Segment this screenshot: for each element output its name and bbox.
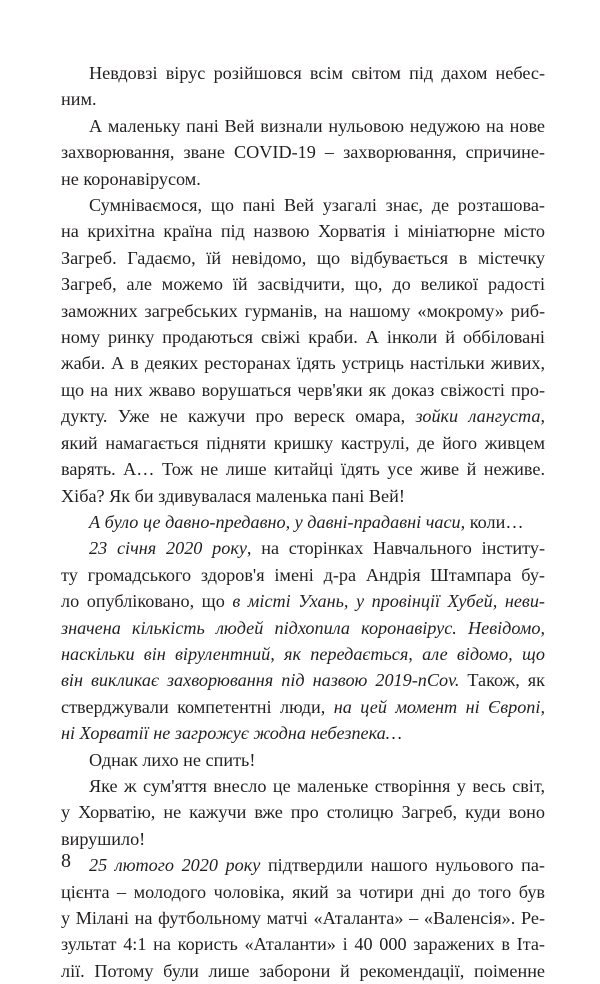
text-run: не коронавірусом. <box>61 168 201 189</box>
text-run: заможних загребських гурманів, на нашому «мокрому» риб- <box>61 300 545 321</box>
text-run: , на сторінках Навчального інститу- <box>246 538 546 559</box>
page-body <box>61 60 545 984</box>
text-run: що на них жваво ворушаться черв'яки як доказ свіжості про- <box>61 379 545 400</box>
italic-run: 23 січня 2020 року <box>89 538 247 559</box>
text-run: Загреб, але можемо їй засвідчити, що, до великої радості <box>61 274 545 295</box>
text-run: підтвердили нашого нульового па- <box>260 855 545 876</box>
text-line-21 <box>61 588 545 614</box>
text-line-26 <box>61 720 545 746</box>
text-run: на крихітна країна під назвою Хорватія і мініатюрне місто <box>61 221 545 242</box>
paragraph-february-2020 <box>61 852 545 984</box>
paragraph-trouble-never-sleeps <box>61 747 545 773</box>
text-run: ту громадського здоров'я імені д-ра Андрія Штампара бу- <box>61 564 545 585</box>
paragraph-virus-spread <box>61 60 545 113</box>
text-line-4 <box>61 139 545 165</box>
text-line-19 <box>61 535 545 561</box>
text-line-20 <box>61 562 545 588</box>
text-line-22 <box>61 615 545 641</box>
text-line-10 <box>61 298 545 324</box>
italic-run: в місті Ухань, у провінції Хубей, неви- <box>232 591 545 612</box>
text-line-14 <box>61 403 545 429</box>
text-line-13 <box>61 377 545 403</box>
text-run: який намагається підняти кришку каструлі, де його живцем <box>61 432 545 453</box>
text-line-18 <box>61 509 545 535</box>
text-line-24 <box>61 667 545 693</box>
italic-run: 25 лютого 2020 року <box>89 855 261 876</box>
text-run: ному ринку продаються свіжі краби. А інколи й оббіловані <box>61 327 545 348</box>
text-line-15 <box>61 430 545 456</box>
text-line-29 <box>61 799 545 825</box>
italic-run: наскільки він вірулентний, як передається, але відомо, що <box>61 643 545 664</box>
text-run: цієнта – молодого чоловіка, який за чотири дні до того був <box>61 881 545 902</box>
text-run: ним. <box>61 89 97 110</box>
text-run: Також, як <box>467 670 545 691</box>
text-line-2 <box>61 86 545 112</box>
paragraph-croatia <box>61 192 545 509</box>
text-run: ло опубліковано, що <box>61 591 233 612</box>
text-line-1 <box>61 60 545 86</box>
paragraph-patient-zero <box>61 113 545 192</box>
text-line-7 <box>61 218 545 244</box>
paragraph-january-2020 <box>61 535 545 746</box>
italic-run: А було це давно-предавно, у давні-прадавні часи <box>89 511 461 532</box>
text-line-12 <box>61 350 545 376</box>
italic-run: ні Хорватії не загрожує жодна небезпека… <box>61 723 402 744</box>
text-run: жаби. А в деяких ресторанах їдять устриць настільки живих, <box>61 353 545 374</box>
text-run: , коли… <box>460 511 524 532</box>
text-line-35 <box>61 958 545 984</box>
text-line-31 <box>61 852 545 878</box>
italic-run: значена кількість людей підхопила коронавірус. Невідомо, <box>61 617 545 638</box>
text-line-27 <box>61 747 545 773</box>
italic-run: зойки лангуста <box>415 406 541 427</box>
text-line-17 <box>61 483 545 509</box>
text-line-25 <box>61 694 545 720</box>
text-run: дукту. Уже не кажучи про вереск омара, <box>61 406 416 427</box>
text-run: у Хорватію, не кажучи вже про столицю Загреб, куди воно <box>61 802 545 823</box>
text-line-34 <box>61 931 545 957</box>
text-line-23 <box>61 641 545 667</box>
text-line-6 <box>61 192 545 218</box>
page-number: 8 <box>61 850 71 872</box>
text-run: Хіба? Як би здивувалася маленька пані Вей! <box>61 485 405 506</box>
text-run: лії. Потому були лише заборони й рекомендації, поіменне <box>61 960 545 981</box>
text-line-3 <box>61 113 545 139</box>
text-run: Невдовзі вірус розійшовся всім світом під дахом небес- <box>89 63 545 83</box>
text-run: А маленьку пані Вей визнали нульовою недужою на нове <box>89 115 545 136</box>
text-run: захворювання, зване COVID-19 – захворювання, спричине- <box>61 142 545 163</box>
text-line-30 <box>61 826 545 852</box>
text-line-11 <box>61 324 545 350</box>
text-line-16 <box>61 456 545 482</box>
text-line-28 <box>61 773 545 799</box>
text-run: Загреб. Гадаємо, їй невідомо, що відбувається в містечку <box>61 247 545 268</box>
italic-run: він викликає захворювання під назвою 2019-nCov. <box>61 670 468 691</box>
text-line-5 <box>61 166 545 192</box>
text-run: зультат 4:1 на користь «Аталанти» і 40 000 заражених в Іта- <box>61 934 545 955</box>
italic-run: на цей момент ні Європі, <box>333 696 545 717</box>
text-run: вирушило! <box>61 828 146 849</box>
text-run: Яке ж сум'яття внесло це маленьке створіння у весь світ, <box>89 775 545 796</box>
paragraph-confusion <box>61 773 545 852</box>
text-line-9 <box>61 271 545 297</box>
text-run: Однак лихо не спить! <box>89 749 256 770</box>
text-run: стверджували компетентні люди, <box>61 696 334 717</box>
paragraph-once-upon-a-time <box>61 509 545 535</box>
text-run: Сумніваємося, що пані Вей узагалі знає, де розташова- <box>89 195 545 216</box>
text-line-33 <box>61 905 545 931</box>
text-line-8 <box>61 245 545 271</box>
text-line-32 <box>61 879 545 905</box>
text-run: у Мілані на футбольному матчі «Аталанта» – «Валенсія». Ре- <box>61 908 545 928</box>
text-run: , <box>540 406 546 427</box>
text-run: варять. А… Тож не лише китайці їдять усе живе й неживе. <box>61 459 545 480</box>
